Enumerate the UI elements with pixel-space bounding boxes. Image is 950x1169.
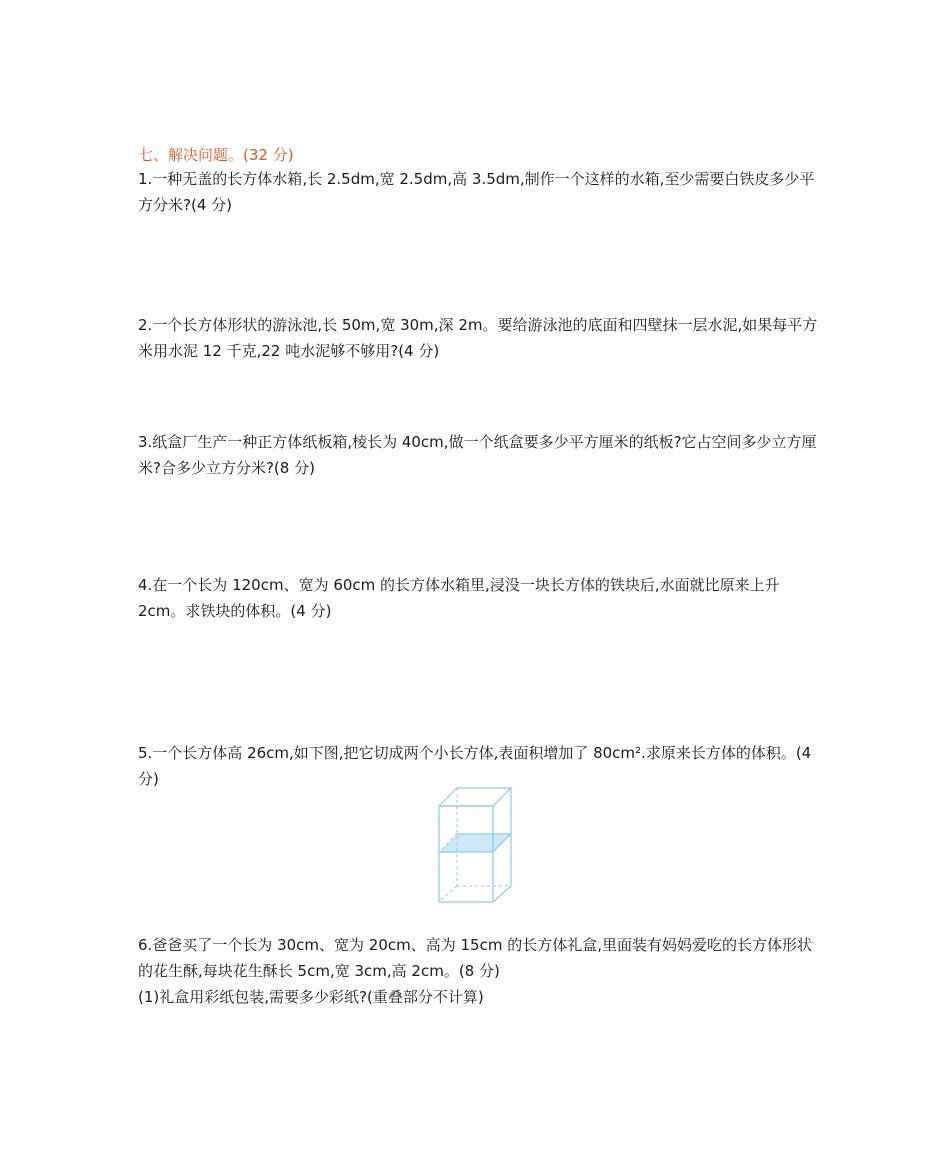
problem-4-text: 4.在一个长为 120cm、宽为 60cm 的长方体水箱里,浸没一块长方体的铁块后,水面就比原来上升 2cm。求铁块的体积。(4 分) — [138, 576, 780, 620]
problem-3 — [138, 429, 818, 481]
problem-1-text: 1.一种无盖的长方体水箱,长 2.5dm,宽 2.5dm,高 3.5dm,制作一个这样的水箱,至少需要白铁皮多少平方分米?(4 分) — [138, 170, 815, 214]
cuboid-cut-diagram-icon — [436, 786, 514, 904]
problem-6-sub-question-1: (1)礼盒用彩纸包装,需要多少彩纸?(重叠部分不计算) — [138, 988, 484, 1006]
problem-1 — [138, 166, 818, 218]
cut-plane — [439, 834, 511, 852]
problem-4 — [138, 572, 818, 624]
problem-2-text: 2.一个长方体形状的游泳池,长 50m,宽 30m,深 2m。要给游泳池的底面和四壁抹一层水泥,如果每平方米用水泥 12 千克,22 吨水泥够不够用?(4 分) — [138, 316, 818, 360]
section-title: 七、解决问题。(32 分) — [138, 146, 294, 164]
problem-2 — [138, 312, 818, 364]
problem-5-text: 5.一个长方体高 26cm,如下图,把它切成两个小长方体,表面积增加了 80cm².求原来长方体的体积。(4 分) — [138, 744, 812, 788]
problem-5 — [138, 740, 818, 792]
problem-3-text: 3.纸盒厂生产一种正方体纸板箱,棱长为 40cm,做一个纸盒要多少平方厘米的纸板?它占空间多少立方厘米?合多少立方分米?(8 分) — [138, 433, 817, 477]
problem-6-text: 6.爸爸买了一个长为 30cm、宽为 20cm、高为 15cm 的长方体礼盒,里面装有妈妈爱吃的长方体形状的花生酥,每块花生酥长 5cm,宽 3cm,高 2cm。(8 分) — [138, 936, 812, 980]
problem-6 — [138, 932, 818, 1010]
